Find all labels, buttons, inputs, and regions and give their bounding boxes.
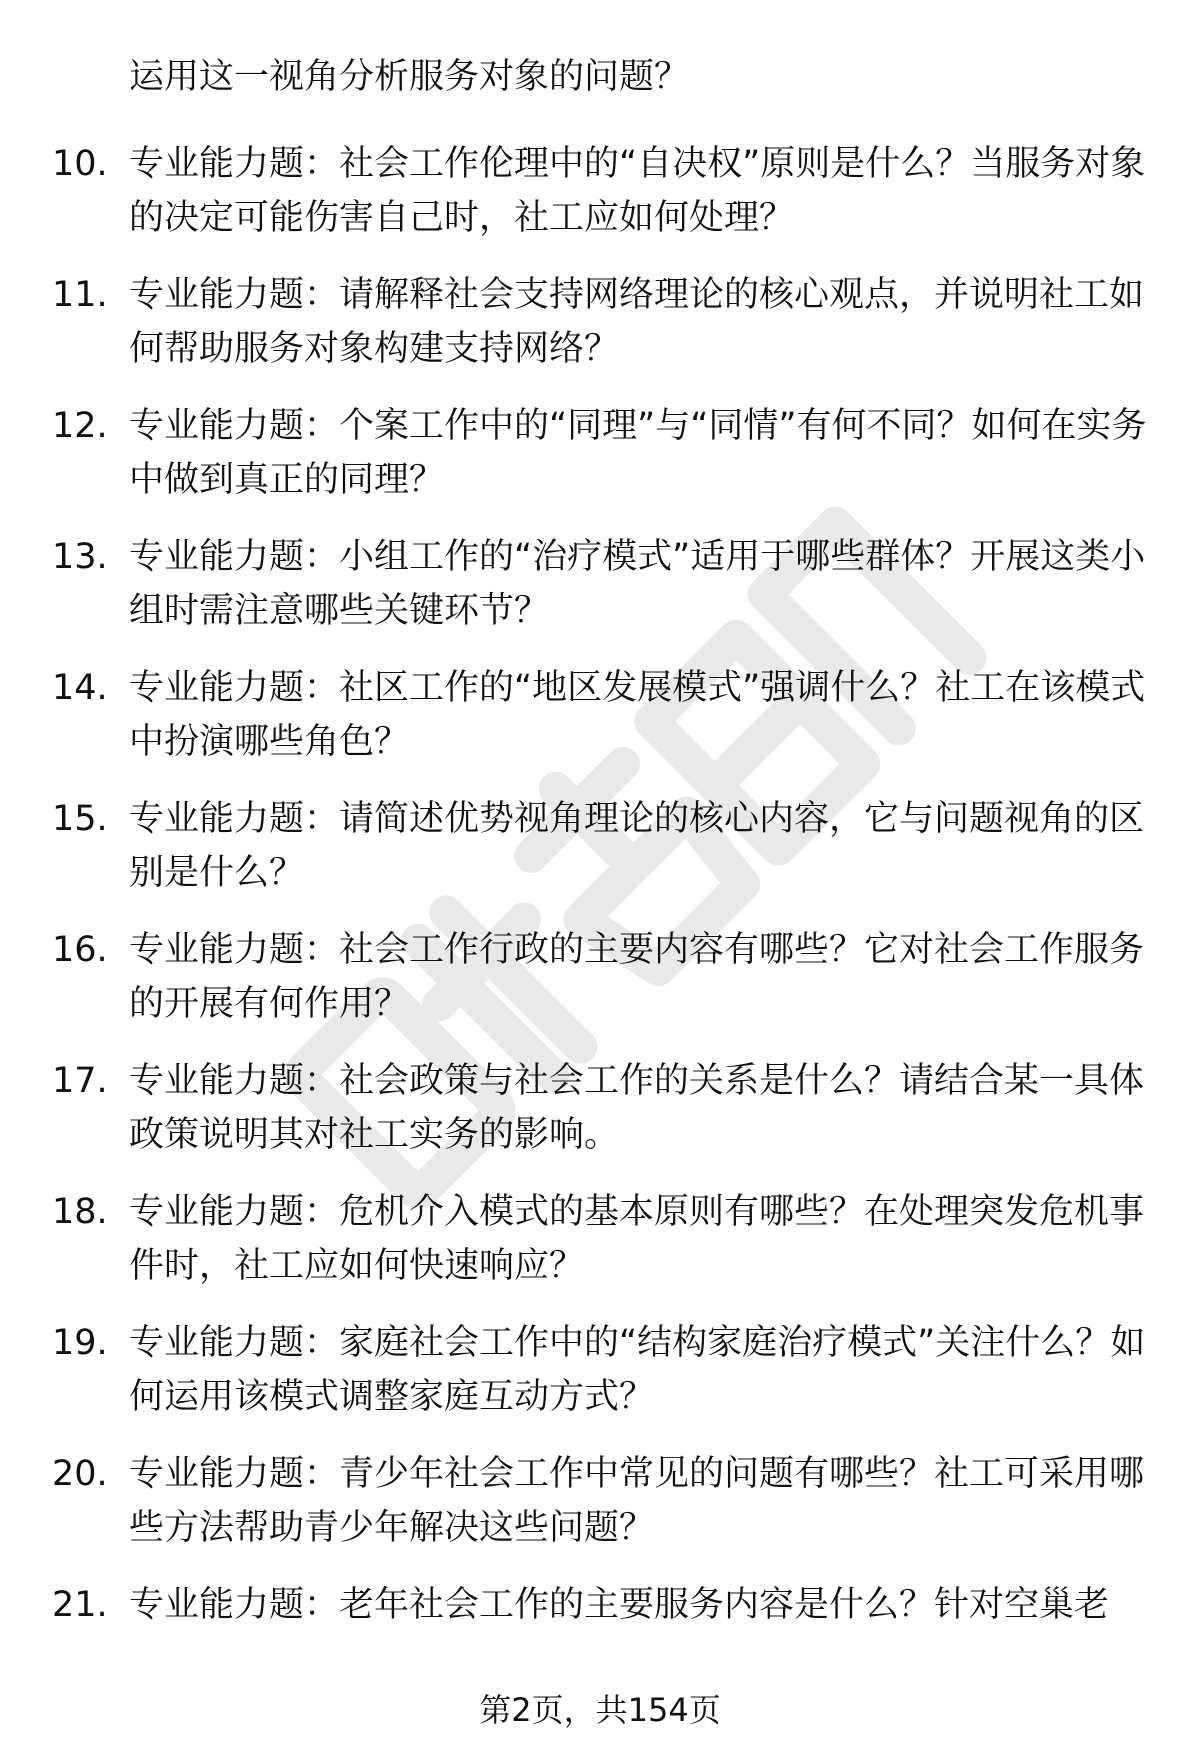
question-number: 13. bbox=[52, 537, 108, 577]
question-item bbox=[0, 530, 1200, 661]
question-text: 专业能力题：社会工作行政的主要内容有哪些？它对社会工作服务的开展有何作用？ bbox=[129, 930, 1145, 1024]
question-number: 20. bbox=[52, 1454, 108, 1494]
question-number: 16. bbox=[52, 930, 108, 970]
question-list bbox=[0, 137, 1200, 1709]
question-item bbox=[0, 268, 1200, 399]
question-number: 11. bbox=[52, 275, 108, 315]
question-item bbox=[0, 661, 1200, 792]
question-text: 专业能力题：家庭社会工作中的“结构家庭治疗模式”关注什么？如何运用该模式调整家庭互动方式？ bbox=[129, 1323, 1146, 1417]
question-number: 18. bbox=[52, 1192, 108, 1232]
question-item bbox=[0, 399, 1200, 530]
question-item bbox=[0, 792, 1200, 923]
question-text: 专业能力题：社会工作伦理中的“自决权”原则是什么？当服务对象的决定可能伤害自己时，社工应如何处理？ bbox=[129, 144, 1146, 238]
question-item bbox=[0, 1185, 1200, 1316]
question-text: 专业能力题：请解释社会支持网络理论的核心观点，并说明社工如何帮助服务对象构建支持网络？ bbox=[129, 275, 1145, 369]
question-text: 专业能力题：社会政策与社会工作的关系是什么？请结合某一具体政策说明其对社工实务的影响。 bbox=[129, 1061, 1145, 1155]
question-item bbox=[0, 137, 1200, 268]
question-item bbox=[0, 1054, 1200, 1185]
question-number: 15. bbox=[52, 799, 108, 839]
continuation-text: 运用这一视角分析服务对象的问题？ bbox=[129, 57, 690, 97]
question-text: 专业能力题：请简述优势视角理论的核心内容，它与问题视角的区别是什么？ bbox=[129, 799, 1145, 893]
question-number: 21. bbox=[52, 1585, 108, 1625]
page-number-footer: 第2页，共154页 bbox=[479, 1691, 721, 1729]
question-text: 专业能力题：个案工作中的“同理”与“同情”有何不同？如何在实务中做到真正的同理？ bbox=[129, 406, 1147, 500]
question-text: 专业能力题：危机介入模式的基本原则有哪些？在处理突发危机事件时，社工应如何快速响应？ bbox=[129, 1192, 1145, 1286]
question-text: 专业能力题：小组工作的“治疗模式”适用于哪些群体？开展这类小组时需注意哪些关键环节？ bbox=[129, 537, 1146, 631]
question-number: 10. bbox=[52, 144, 108, 184]
question-text: 专业能力题：老年社会工作的主要服务内容是什么？针对空巢老 bbox=[129, 1585, 1110, 1625]
question-number: 12. bbox=[52, 406, 108, 446]
question-number: 17. bbox=[52, 1061, 108, 1101]
question-item bbox=[0, 1447, 1200, 1578]
question-text: 专业能力题：社区工作的“地区发展模式”强调什么？社工在该模式中扮演哪些角色？ bbox=[129, 668, 1146, 762]
question-number: 14. bbox=[52, 668, 108, 708]
question-item bbox=[0, 1316, 1200, 1447]
question-item bbox=[0, 923, 1200, 1054]
question-number: 19. bbox=[52, 1323, 108, 1363]
question-text: 专业能力题：青少年社会工作中常见的问题有哪些？社工可采用哪些方法帮助青少年解决这些问题？ bbox=[129, 1454, 1145, 1548]
